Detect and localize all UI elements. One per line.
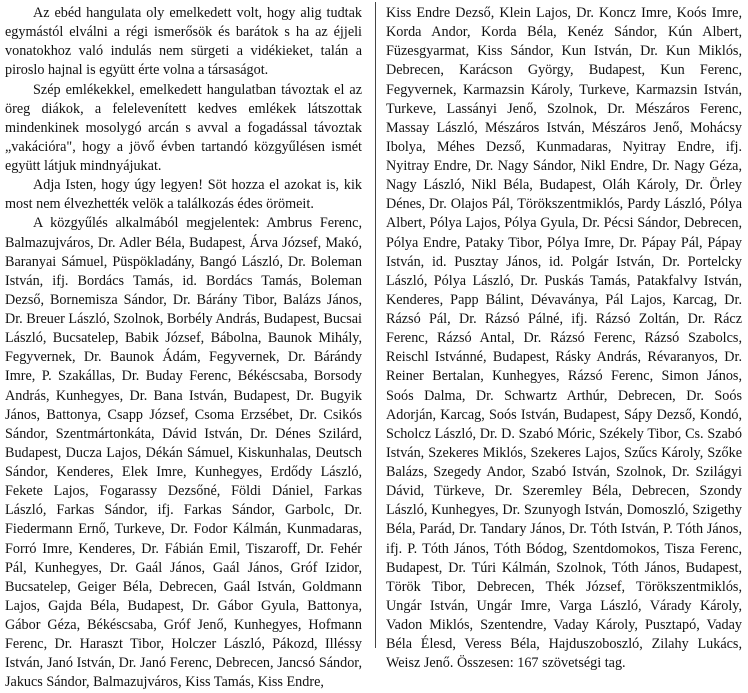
paragraph-attendees-start: A közgyűlés alkalmából megjelentek: Ambrus Ferenc, Balmazujváros, Dr. Adler Béla, Budapest, Árva József, Makó, Baranyai Sámuel, Püspökladány, Bangó László, Dr. Boleman István, ifj. Bordács Tamás, id. Bordács Tamás, Boleman Dezső, Bornemisza Sándor, Dr. Bárány Tibor, Balázs János, Dr. Breuer László, Szolnok, Borbély András, Budapest, Bucsai László, Bucsatelep, Babik József, Bábolna, Baunok Mihály, Fegyvernek, Dr. Baunok Ádám, Fegyvernek, Dr. Bárándy Imre, P. Szakállas, Dr. Buday Ferenc, Békéscsaba, Borsody András, Kunhegyes, Dr. Bana István, Budapest, Dr. Bugyik János, Battonya, Csapp József, Csoma Erzsébet, Dr. Csikós Sándor, Szentmártonkáta, Dávid István, Dr. Dénes Szilárd, Budapest, Ducza Lajos, Dékán Sámuel, Kiskunhalas, Deutsch Sándor, Kenderes, Elek Imre, Kunhegyes, Erdődy László, Fekete Lajos, Fogarassy Dezsőné, Földi Dániel, Farkas László, Farkas Sándor, ifj. Farkas Sándor, Garbolc, Dr. Fiedermann Ernő, Turkeve, Dr. Fodor Kálmán, Kunmadaras, Forró Imre, Kenderes, Dr. Fábián Emil, Tiszaroff, Dr. Fehér Pál, Kunhegyes, Dr. Gaál János, Gaál János, Gróf Izidor, Bucsatelep, Geiger Béla, Debrecen, Gaál István, Goldmann Lajos, Gajda Béla, Budapest, Dr. Gábor Gyula, Battonya, Gábor Géza, Békéscsaba, Gróf Jenő, Kunhegyes, Hofmann Ferenc, Dr. Haraszt Tibor, Holczer László, Pákozd, Illéssy István, Janó István, Dr. Janó Ferenc, Debrecen, Jancsó Sándor, Jakucs Sándor, Balmazujváros, Kiss Tamás, Kiss Endre, — [5, 215, 362, 691]
right-column — [386, 4, 742, 673]
left-column — [5, 4, 362, 693]
paragraph-dinner-mood: Az ebéd hangulata oly emelkedett volt, hogy alig tudtak egymástól elválni a régi ismerősök és barátok s ha az éjjeli vonatokhoz való indulás nem sürgeti a vidékieket, talán a piroslo hajnal is együtt érte volna a társaságot. — [5, 5, 362, 79]
paragraph-attendees-continued: Kiss Endre Dezső, Klein Lajos, Dr. Koncz Imre, Koós Imre, Korda Andor, Korda Béla, Kenéz Sándor, Kún Albert, Füzesgyarmat, Kiss Sándor, Kun István, Dr. Kun Miklós, Debrecen, Karácson György, Budapest, Kun Ferenc, Fegyvernek, Karmazsin Károly, Turkeve, Karmazsin István, Turkeve, Lassányi Jenő, Szolnok, Dr. Mészáros Ferenc, Massay László, Mészáros István, Mészáros Jenő, Mohácsy Ibolya, Méhes Dezső, Kunmadaras, Nyitray Endre, ifj. Nyitray Endre, Dr. Nagy Sándor, Nikl Endre, Dr. Nagy Géza, Nagy László, Nikl Béla, Budapest, Oláh Károly, Dr. Örley Dénes, Dr. Olajos Pál, Törökszentmiklós, Pardy László, Pólya Albert, Pólya Lajos, Pólya Gyula, Dr. Pécsi Sándor, Debrecen, Pólya Endre, Pataky Tibor, Pólya Imre, Dr. Pápay Pál, Pápay István, id. Pusztay János, id. Polgár István, Dr. Portelcky László, Pólya László, Dr. Puskás Tamás, Patakfalvy István, Kenderes, Papp Bálint, Dévaványa, Pál Lajos, Karcag, Dr. Rázsó Pál, Dr. Rázsó Pálné, ifj. Rázsó Zoltán, Dr. Rácz Ferenc, Rázsó Antal, Dr. Rázsó Ferenc, Rázsó Szabolcs, Reischl Istvánné, Budapest, Rásky András, Révaranyos, Dr. Reiner Bertalan, Kunhegyes, Rázsó Ferenc, Simon János, Soós Dalma, Dr. Schwartz Arthúr, Debrecen, Dr. Soós Adorján, Karcag, Soós István, Budapest, Sápy Dezső, Kondó, Scholcz László, Dr. D. Szabó Móric, Székely Tibor, Cs. Szabó István, Szekeres Miklós, Szekeres Lajos, Szűcs Károly, Szőke Balázs, Szegedy Andor, Szabó István, Szolnok, Dr. Szilágyi Dávid, Türkeve, Dr. Szeremley Béla, Debrecen, Szondy László, Kunhegyes, Dr. Szunyogh István, Domoszló, Szigethy Béla, Parád, Dr. Tandary János, Dr. Tóth István, P. Tóth János, ifj. P. Tóth János, Tóth Bódog, Szentdomokos, Tisza Ferenc, Budapest, Dr. Túri Kálmán, Szolnok, Tóth János, Budapest, Török Tibor, Debrecen, Thék József, Törökszentmiklós, Ungár István, Ungár Imre, Varga László, Várady Károly, Vadon Miklós, Szentendre, Vaday Károly, Pusztapó, Vaday Béla Élesd, Veress Béla, Hajduszoboszló, Zilahy Lukács, Weisz Jenő. Összesen: 167 szövetségi tag. — [386, 5, 742, 672]
column-divider — [375, 2, 376, 648]
paragraph-blessing: Adja Isten, hogy úgy legyen! Söt hozza el azokat is, kik most nem élvezhették velök a találkozás édes örömeit. — [5, 177, 362, 213]
paragraph-farewell: Szép emlékekkel, emelkedett hangulatban távoztak el az öreg diákok, a felelevenített kedves emlékek látszottak mindenkinek mosolygó arcán s avval a fogadással távoztak „vakációra", hogy a jövő évben tartandó közgyűlésen ismét együtt látjuk mindnyájukat. — [5, 81, 362, 174]
